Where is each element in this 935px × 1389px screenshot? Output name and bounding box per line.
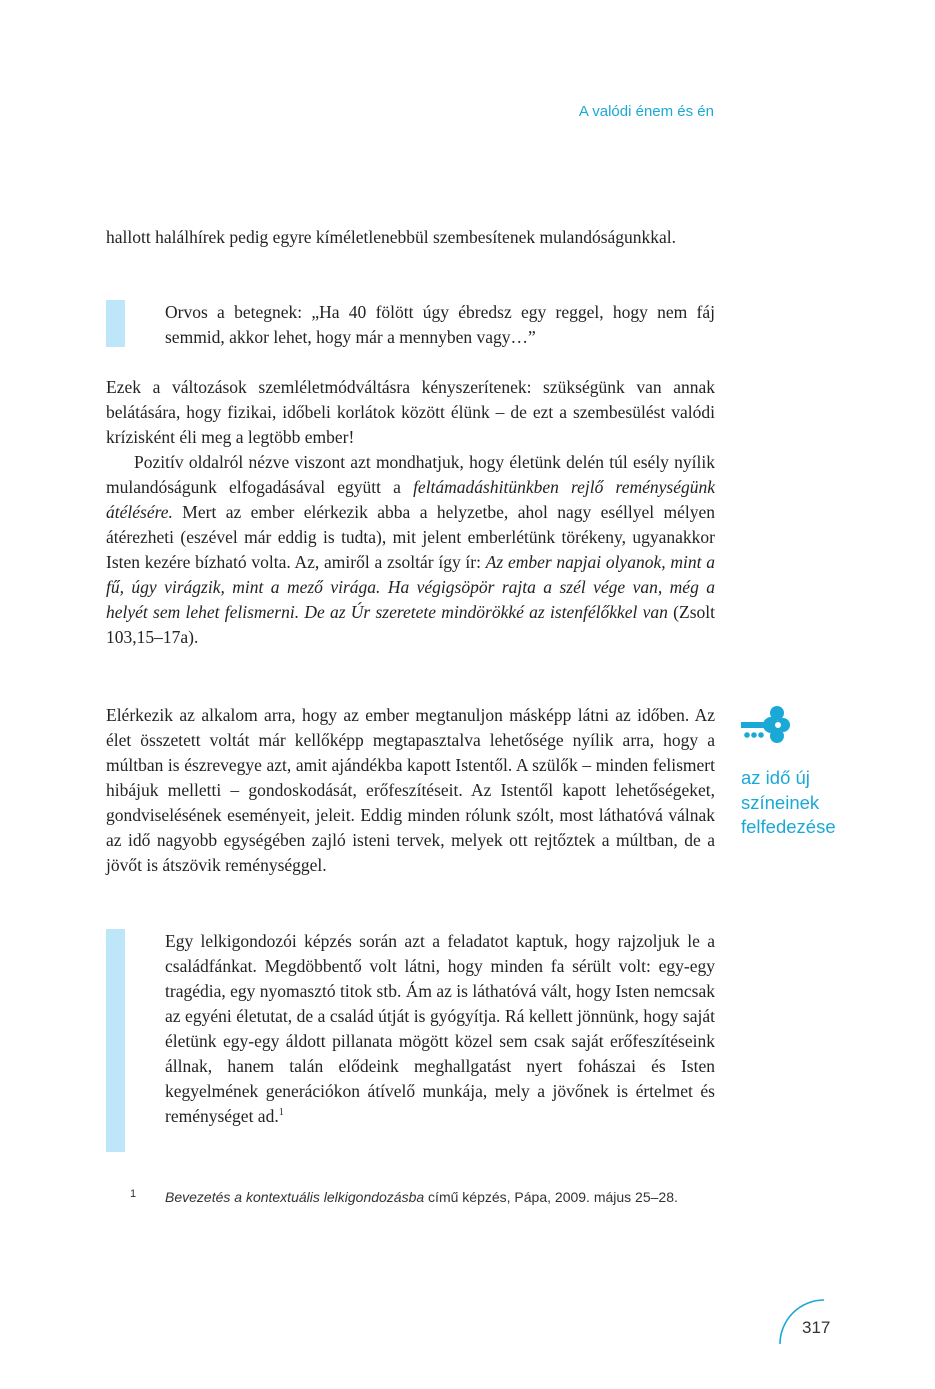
footnote-italic: Bevezetés a kontextuális lelkigondozásba [165,1189,425,1205]
sidebar-note [741,705,881,840]
paragraph-3-part-c: Mert az ember elérkezik abba a helyzetbe, ahol nagy eséllyel mélyen átérezheti (eszével már eddig is tudta), mit jelent emberlétünk törékeny, ugyanakkor Isten kezére bízható volta. Az, amiről a zsoltár így ír: [106,502,715,572]
paragraph-3 [106,450,715,650]
paragraph-group-2 [106,375,715,650]
sidebar-caption-line: az idő új [741,767,810,788]
footnote-number: 1 [130,1188,137,1200]
paragraph-4-text: Elérkezik az alkalom arra, hogy az ember megtanuljon másképp látni az időben. Az élet összetett voltát már kellőképp megtapasztalva lehetősége nyílik arra, hogy a múltban is észrevegye azt, amit ajándékba kapott Istentől. A szülők – minden felismert hibájuk melletti – gondoskodását, erőfeszítéseit. Az Istentől kapott lehetőségeket, gondviselésének eseményeit, jeleit. Eddig minden rólunk szólt, most láthatóvá válnak az idő nagyobb egységében zajló isteni tervek, melyek ott rejtőztek a múltban, de a jövőt is átszövik reménységgel. [106,705,715,875]
quote-bar [106,929,125,1152]
footnote-ref[interactable]: 1 [278,1107,284,1119]
sidebar-caption [741,766,881,840]
page-number: 317 [802,1318,831,1337]
running-head: A valódi énem és én [578,103,714,120]
paragraph-3-part-a: Pozitív oldalról nézve viszont azt mondhatjuk, hogy életünk delén túl esély nyílik mulandóságunk elfogadásával együtt a [106,452,715,497]
paragraph-1-text: hallott halálhírek pedig egyre kíméletlenebbül szembesítenek mulandóságunkkal. [106,227,677,247]
paragraph-2: Ezek a változások szemléletmódváltásra kényszerítenek: szükségünk van annak belátására, hogy fizikai, időbeli korlátok között élünk – de ezt a szembesülést valódi krízisként éli meg a legtöbb ember! [106,377,715,447]
footnote [130,1187,715,1208]
sidebar-caption-line: színeinek [741,791,820,813]
paragraph-3-part-e: (Zsolt 103,15–17a). [106,602,715,647]
quote-1-text: Orvos a betegnek: „Ha 40 fölött úgy ébredsz egy reggel, hogy nem fáj semmid, akkor lehet, hogy már a mennyben vagy…” [165,302,715,347]
paragraph-3-italic-d: Az ember napjai olyanok, mint a fű, úgy virágzik, mint a mező virága. Ha végigsöpör rajta a szél vége van, még a helyét sem lehet felismerni. De az Úr szeretete mindörökké az istenfélőkkel van [106,552,715,622]
key-icon [741,705,793,745]
paragraph-3-italic-b: feltámadáshitünkben rejlő reménységünk átélésére. [106,477,715,522]
paragraph-1 [106,225,715,250]
paragraph-4 [106,703,715,878]
quote-2-text: Egy lelkigondozói képzés során azt a feladatot kaptuk, hogy rajzoljuk le a családfánkat. Megdöbbentő volt látni, hogy minden fa sérült volt: egy-egy tragédia, egy nyomasztó titok stb. Ám az is láthatóvá vált, hogy Isten nemcsak az egyéni életutat, de a család útját is gyógyítja. Rá kellett jönnünk, hogy saját életünk egy-egy áldott pillanata mögött közel sem csak saját erőfeszítéseink állnak, hanem talán elődeink meghallgatást nyert fohászai és Isten kegyelmének generációkon átívelő munkája, mely a jövőnek is értelmet és reménységet ad. [165,931,715,1126]
footnote-rest: című képzés, Pápa, 2009. május 25–28. [424,1189,678,1205]
quote-block-2 [106,929,715,1129]
quote-block-1 [106,300,715,350]
sidebar-caption-line: felfedezése [741,816,836,837]
quote-2 [165,929,715,1129]
footnote-text [165,1187,715,1208]
quote-bar [106,300,125,347]
